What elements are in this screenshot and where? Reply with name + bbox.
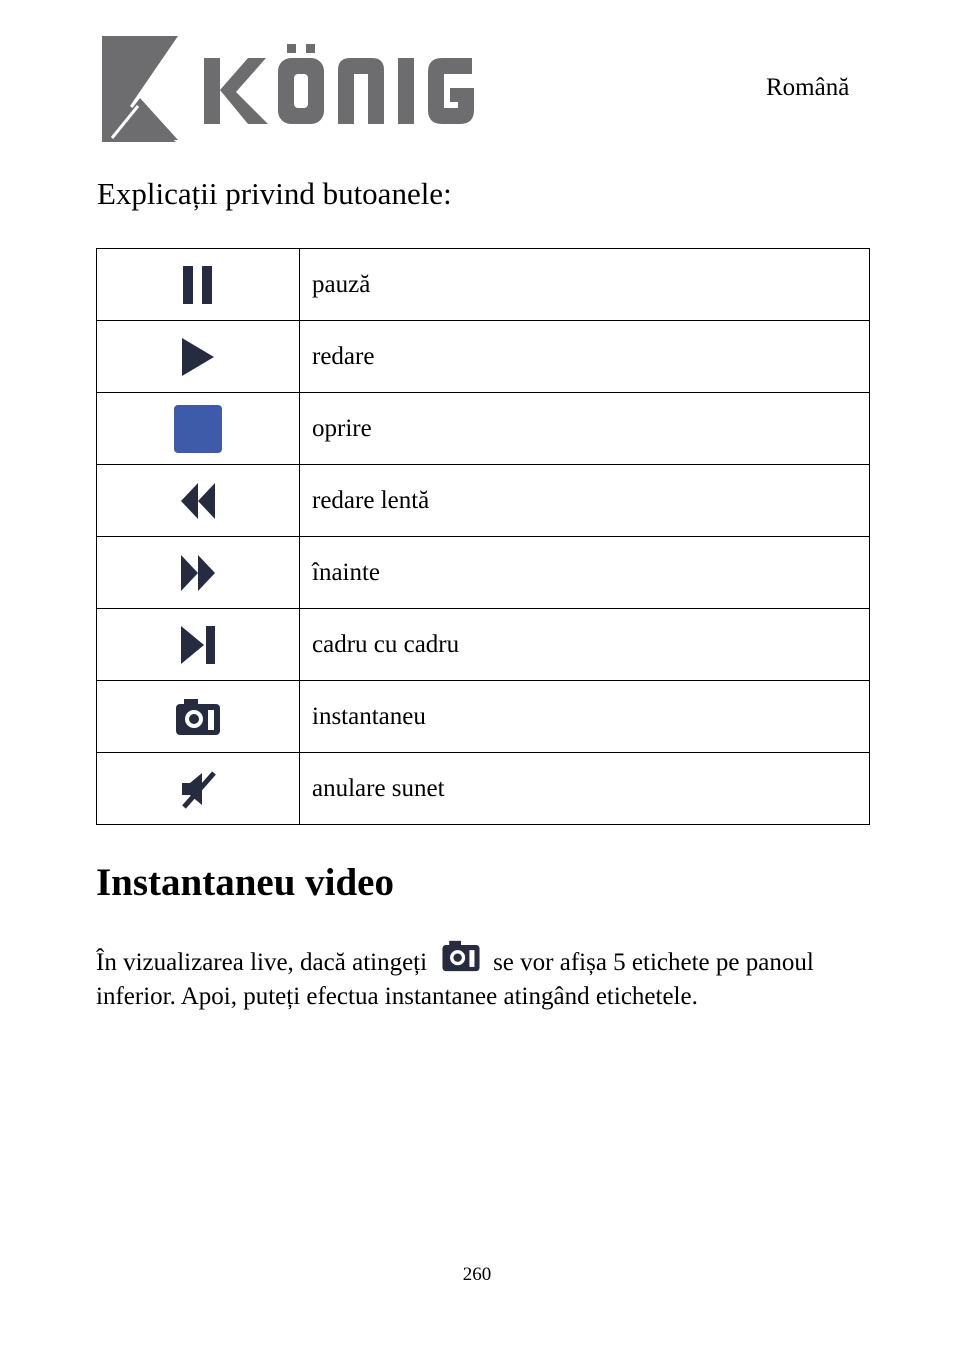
button-description: cadru cu cadru — [300, 609, 870, 681]
stop-icon — [173, 404, 223, 454]
button-description: redare lentă — [300, 465, 870, 537]
play-icon — [180, 337, 216, 377]
frame-step-icon — [180, 625, 216, 665]
paragraph-text-end: se vor afișa 5 etichete pe panoul inferior. Apoi, puteți efectua instantanee atingând etichetele. — [96, 949, 814, 1010]
table-row — [97, 537, 870, 609]
buttons-table — [96, 248, 870, 825]
button-description: înainte — [300, 537, 870, 609]
snapshot-paragraph — [96, 940, 886, 1013]
table-row — [97, 609, 870, 681]
button-description: oprire — [300, 393, 870, 465]
pause-icon — [182, 265, 214, 305]
table-row — [97, 393, 870, 465]
buttons-explanation-title: Explicații privind butoanele: — [97, 176, 452, 211]
rewind-icon — [180, 481, 216, 521]
konig-logo — [98, 32, 518, 146]
mute-icon — [180, 769, 216, 809]
fast-forward-icon — [180, 553, 216, 593]
section-heading: Instantaneu video — [96, 861, 394, 904]
table-row — [97, 465, 870, 537]
table-row — [97, 753, 870, 825]
camera-icon — [175, 698, 221, 736]
table-row — [97, 321, 870, 393]
paragraph-text-start: În vizualizarea live, dacă atingeți — [96, 949, 428, 976]
camera-icon — [441, 940, 481, 981]
page-number: 260 — [462, 1264, 492, 1285]
button-description: anulare sunet — [300, 753, 870, 825]
button-description: redare — [300, 321, 870, 393]
language-label: Română — [766, 74, 850, 101]
button-description: pauză — [300, 249, 870, 321]
table-row — [97, 249, 870, 321]
button-description: instantaneu — [300, 681, 870, 753]
table-row — [97, 681, 870, 753]
